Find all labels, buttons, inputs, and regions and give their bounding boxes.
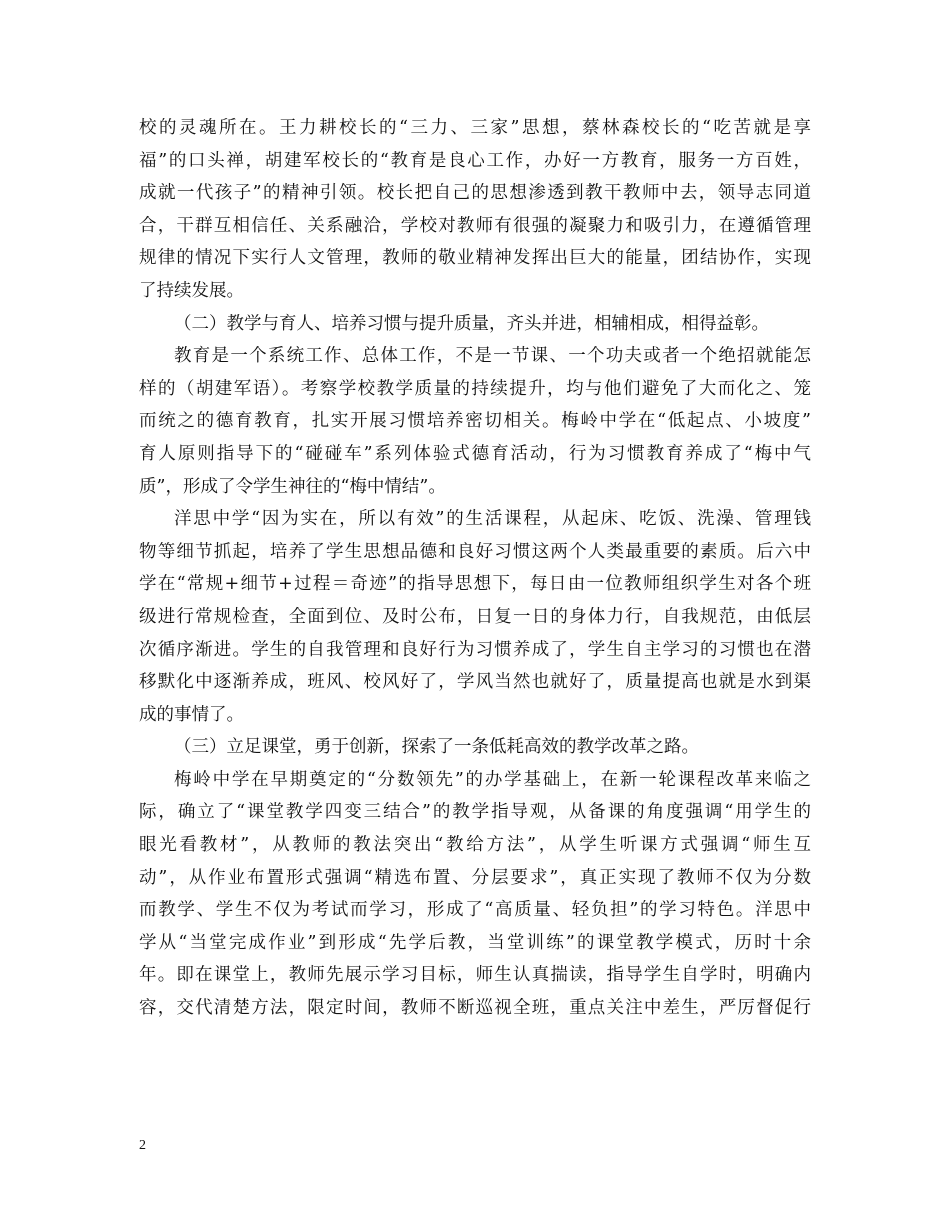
text-line: （三）立足课堂，勇于创新，探索了一条低耗高效的教学改革之路。 [174, 737, 699, 758]
text-line: 福”的口头禅，胡建军校长的“教育是良心工作，办好一方教育，服务一方百姓， [139, 150, 811, 171]
text-line: 际，确立了“课堂教学四变三结合”的教学指导观，从备课的角度强调“用学生的 [139, 802, 811, 823]
text-line: 质”，形成了令学生神往的“梅中情结”。 [139, 476, 446, 497]
text-line: 教育是一个系统工作、总体工作，不是一节课、一个功夫或者一个绝招就能怎 [174, 346, 811, 367]
text-line: 规律的情况下实行人文管理，教师的敬业精神发挥出巨大的能量，团结协作，实现 [139, 248, 811, 269]
text-line: 成的事情了。 [139, 704, 244, 725]
text-line: 校的灵魂所在。王力耕校长的“三力、三家”思想，蔡林森校长的“吃苦就是享 [139, 118, 811, 138]
text-line: 次循序渐进。学生的自我管理和良好行为习惯养成了，学生自主学习的习惯也在潜 [139, 639, 811, 660]
text-line: 移默化中逐渐养成，班风、校风好了，学风当然也就好了，质量提高也就是水到渠 [139, 672, 811, 693]
body-text [139, 112, 811, 1025]
text-line: 梅岭中学在早期奠定的“分数领先”的办学基础上，在新一轮课程改革来临之 [174, 769, 811, 790]
text-line: （二）教学与育人、培养习惯与提升质量，齐头并进，相辅相成，相得益彰。 [174, 313, 769, 334]
text-line: 动”，从作业布置形式强调“精选布置、分层要求”，真正实现了教师不仅为分数 [139, 867, 811, 888]
text-line: 合，干群互相信任、关系融洽，学校对教师有很强的凝聚力和吸引力，在遵循管理 [139, 215, 811, 236]
page-number: 2 [139, 1138, 146, 1153]
text-line: 而教学、学生不仅为考试而学习，形成了“高质量、轻负担”的学习特色。洋思中 [139, 900, 811, 921]
text-line: 级进行常规检查，全面到位、及时公布，日复一日的身体力行，自我规范，由低层 [139, 606, 811, 627]
text-line: 学从“当堂完成作业”到形成“先学后教，当堂训练”的课堂教学模式，历时十余 [139, 932, 811, 953]
text-line: 眼光看教材”，从教师的教法突出“教给方法”，从学生听课方式强调“师生互 [139, 835, 811, 856]
text-line: 了持续发展。 [139, 280, 244, 301]
text-line: 育人原则指导下的“碰碰车”系列体验式德育活动，行为习惯教育养成了“梅中气 [139, 443, 811, 464]
text-line: 成就一代孩子”的精神引领。校长把自己的思想渗透到教干教师中去，领导志同道 [139, 183, 811, 204]
text-line: 样的（胡建军语）。考察学校教学质量的持续提升，均与他们避免了大而化之、笼 [139, 378, 811, 399]
text-line: 洋思中学“因为实在，所以有效”的生活课程，从起床、吃饭、洗澡、管理钱 [174, 509, 811, 530]
text-line: 学在“常规+细节+过程＝奇迹”的指导思想下，每日由一位教师组织学生对各个班 [139, 574, 811, 595]
text-line: 物等细节抓起，培养了学生思想品德和良好习惯这两个人类最重要的素质。后六中 [139, 541, 811, 562]
text-line: 而统之的德育教育，扎实开展习惯培养密切相关。梅岭中学在“低起点、小坡度” [139, 411, 811, 432]
text-line: 容，交代清楚方法，限定时间，教师不断巡视全班，重点关注中差生，严厉督促行 [139, 998, 811, 1019]
text-line: 年。即在课堂上，教师先展示学习目标，师生认真揣读，指导学生自学时，明确内 [139, 965, 811, 986]
